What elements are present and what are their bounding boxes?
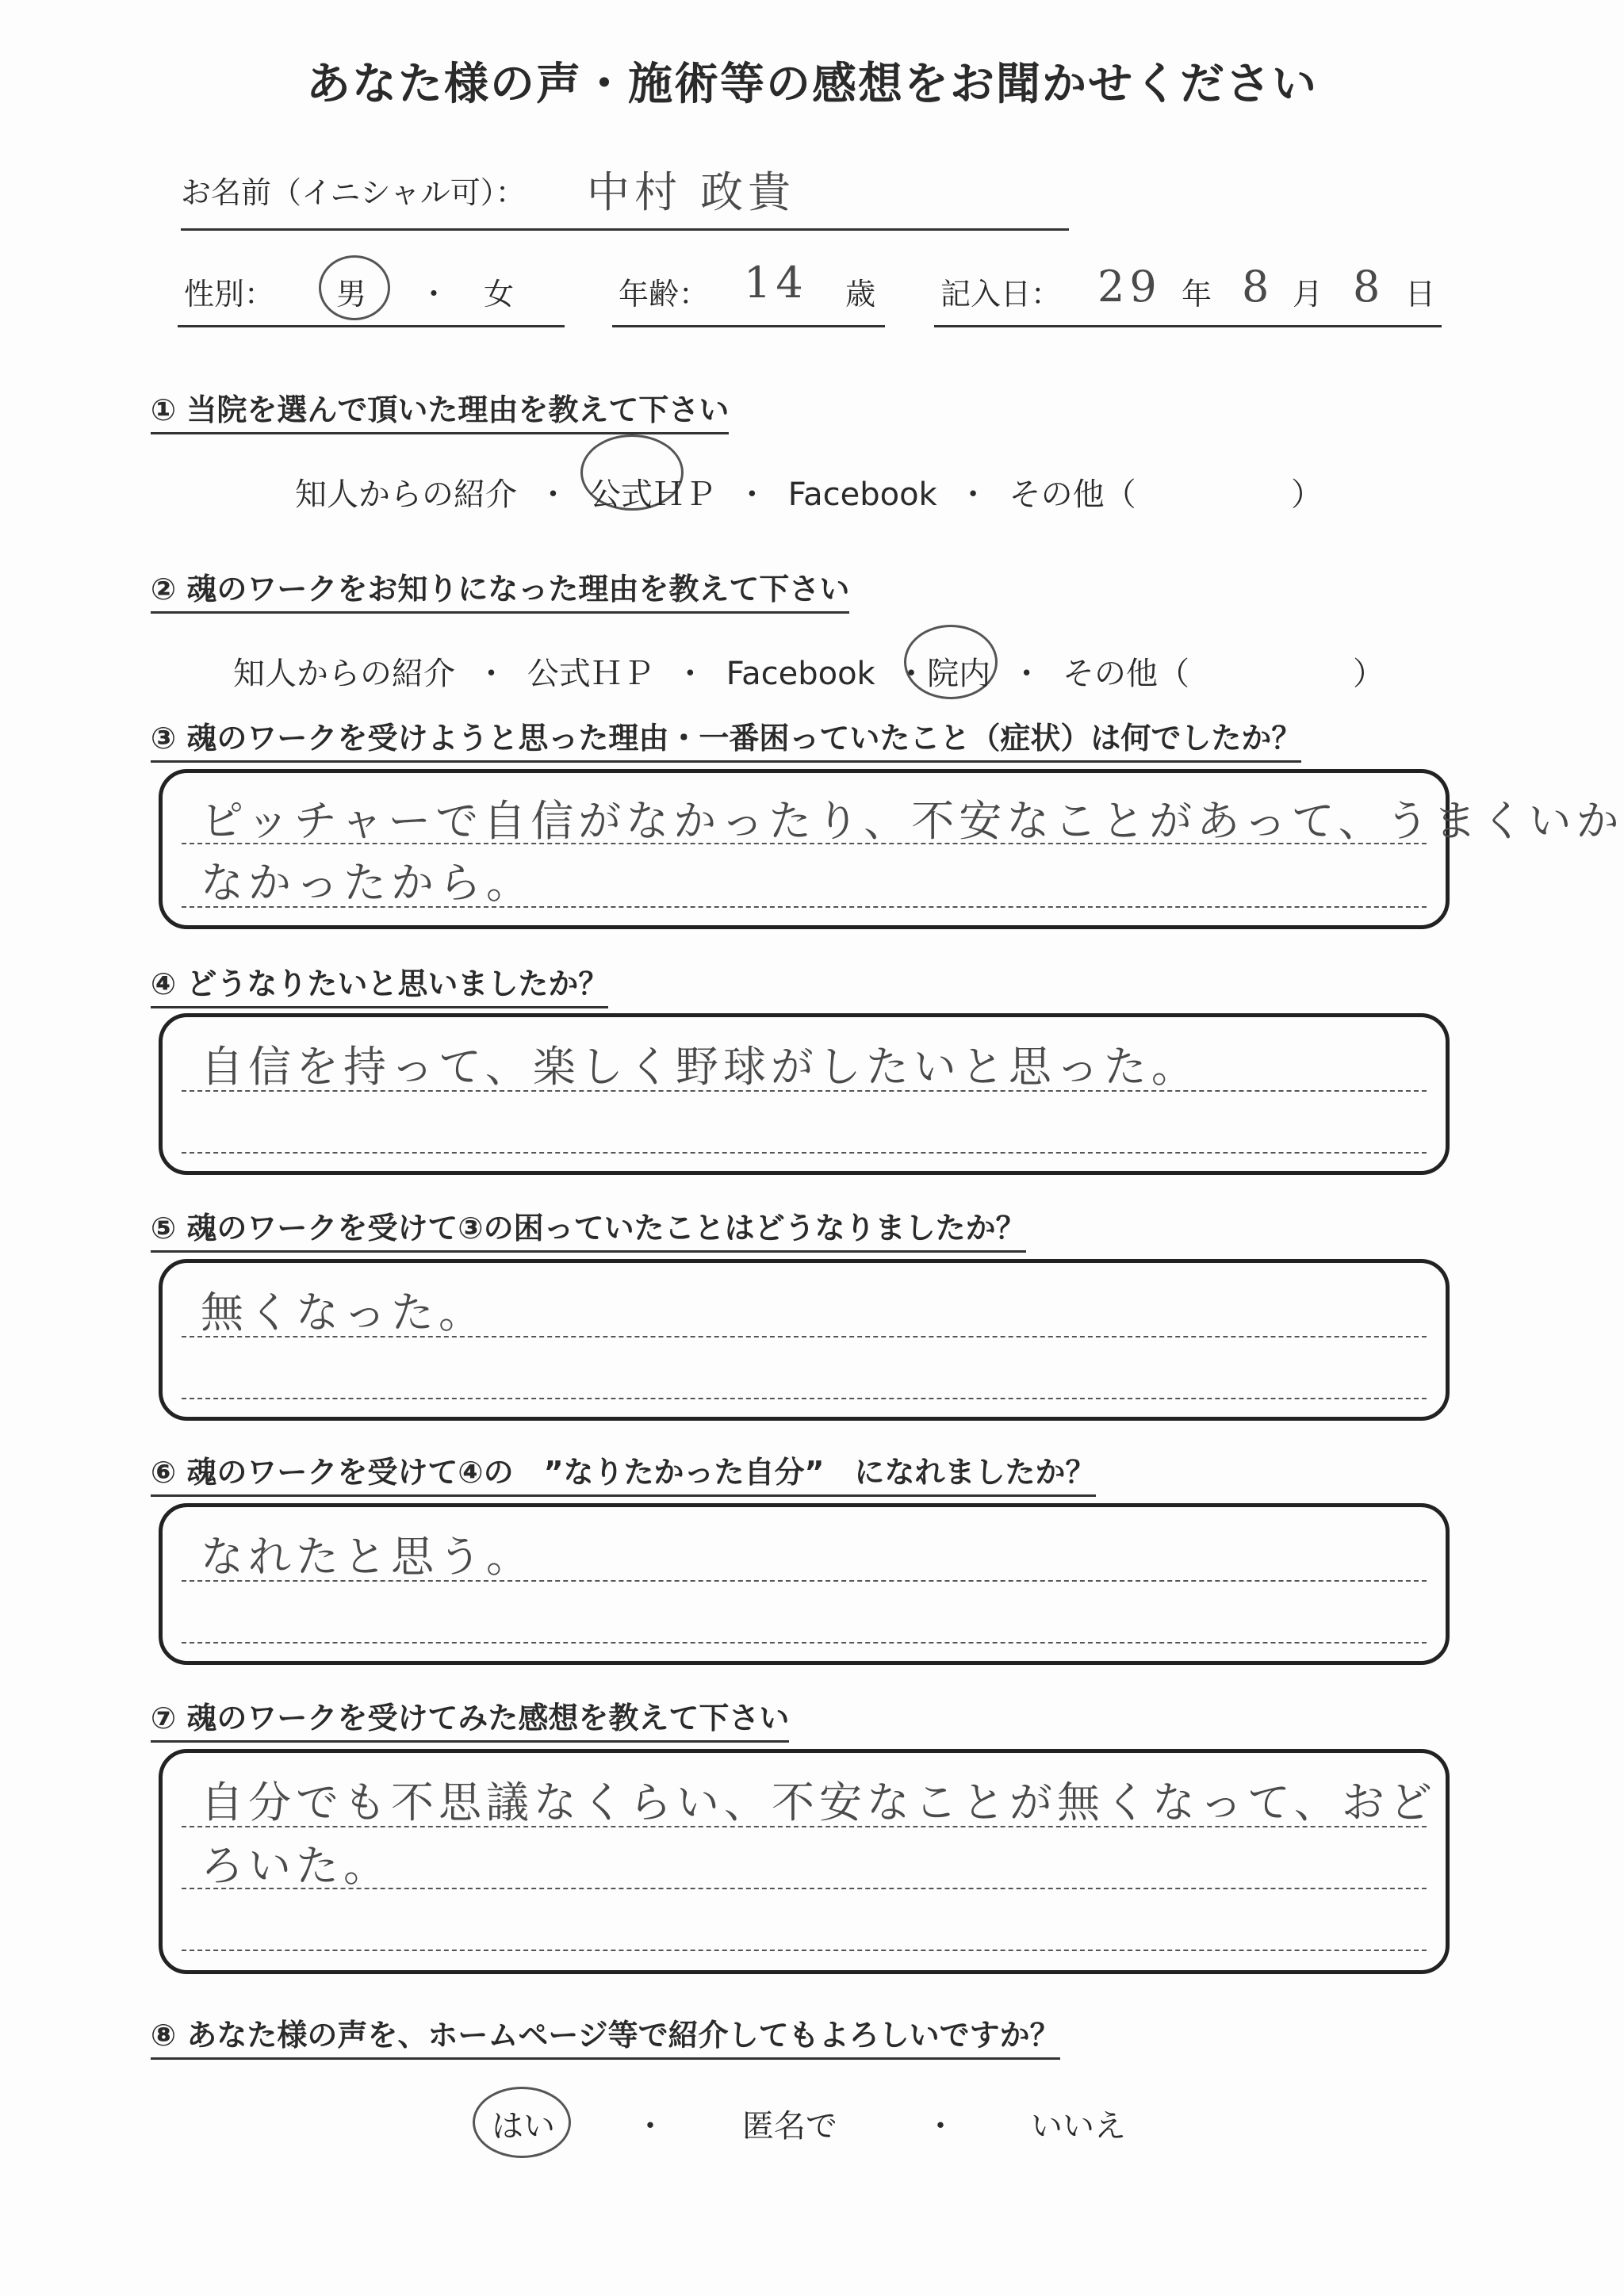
q2-dot: ・ [475,656,508,692]
date-day: 8 [1353,262,1385,312]
gender-dot: ・ [419,277,450,312]
q1-dot: ・ [537,476,569,513]
date-underline [934,325,1442,327]
q2-opt-other: その他（ [1063,656,1190,692]
gender-female: 女 [484,277,515,312]
q5-answer-box [159,1259,1450,1421]
q2-opt-facebook: Facebook [726,656,875,692]
q2-options [233,649,1189,694]
answer-line [182,1152,1427,1154]
q1-opt-referral: 知人からの紹介 [295,476,517,513]
q6-question: ⑥ 魂のワークを受けて④の ”なりたかった自分” になれましたか？ [151,1448,1096,1497]
q8-opt-anon: 匿名で [742,2108,837,2145]
gender-male: 男 [336,277,367,312]
q2-question: ② 魂のワークをお知りになった理由を教えて下さい [151,564,849,614]
q6-answer-line1: なれたと思う。 [201,1532,534,1582]
answer-line [182,1398,1427,1399]
q8-dot: ・ [634,2108,666,2145]
date-year-unit: 年 [1182,277,1212,312]
q4-answer-line1: 自信を持って、楽しく野球がしたいと思った。 [201,1042,1199,1092]
date-month: 8 [1242,262,1274,312]
age-underline [612,325,885,327]
q2-dot: ・ [674,656,707,692]
q1-opt-hp: 公式ＨＰ [588,476,716,513]
q1-dot: ・ [736,476,768,513]
q1-opt-other: その他（ [1009,476,1136,513]
q2-dot: ・ [1010,656,1043,692]
age-value: 14 [744,258,808,308]
answer-line [182,1336,1427,1337]
q7-answer-box [159,1749,1450,1974]
q8-dot: ・ [925,2108,956,2145]
answer-line [182,1642,1427,1644]
name-underline [181,228,1069,231]
q5-question: ⑤ 魂のワークを受けて③の困っていたことはどうなりましたか？ [151,1203,1026,1253]
q2-close-paren: ） [1353,656,1385,692]
q5-answer-line1: 無くなった。 [201,1288,486,1337]
q1-dot: ・ [957,476,990,513]
q1-question: ① 当院を選んで頂いた理由を教えて下さい [151,385,729,434]
date-label: 記入日： [940,277,1062,312]
date-month-unit: 月 [1293,277,1323,312]
q2-dot: ・ [895,656,928,692]
q1-opt-facebook: Facebook [787,476,937,513]
q6-answer-box [159,1503,1450,1665]
q3-answer-line2: なかったから。 [201,858,534,908]
q8-opt-yes: はい [492,2108,555,2145]
age-label: 年齢： [619,277,710,312]
date-year: 29 [1097,262,1162,312]
answer-line [182,843,1427,844]
q1-options [295,469,1136,515]
answer-line [182,1888,1427,1889]
q1-close-paren: ） [1291,476,1323,513]
answer-line [182,906,1427,908]
answer-line [182,1090,1427,1092]
answer-line [182,1950,1427,1951]
age-unit: 歳 [845,277,876,312]
q8-opt-no: いいえ [1031,2108,1126,2145]
q8-question: ⑧ あなた様の声を、ホームページ等で紹介してもよろしいですか？ [151,2011,1060,2060]
q4-answer-box [159,1013,1450,1175]
gender-underline [178,325,565,327]
q7-answer-line2: ろいた。 [201,1841,391,1891]
q2-opt-hp: 公式ＨＰ [527,656,654,692]
q2-opt-clinic: 院内 [927,656,991,692]
answer-line [182,1826,1427,1827]
q2-opt-referral: 知人からの紹介 [233,656,455,692]
gender-label: 性別： [184,277,275,312]
form-title: あなた様の声・施術等の感想をお聞かせください [306,59,1318,110]
q7-answer-line1: 自分でも不思議なくらい、不安なことが無くなって、おど [201,1777,1437,1827]
q3-question: ③ 魂のワークを受けようと思った理由・一番困っていたこと（症状）は何でしたか？ [151,714,1301,763]
name-value: 中村 政貴 [587,167,796,217]
name-label: お名前（イニシャル可）： [181,175,526,210]
q7-question: ⑦ 魂のワークを受けてみた感想を教えて下さい [151,1693,789,1743]
q4-question: ④ どうなりたいと思いましたか？ [151,959,608,1008]
answer-line [182,1580,1427,1582]
q3-answer-box [159,769,1624,929]
date-day-unit: 日 [1405,277,1436,312]
q3-answer-line1: ピッチャーで自信がなかったり、不安なことがあって、うまくいか [201,796,1624,846]
